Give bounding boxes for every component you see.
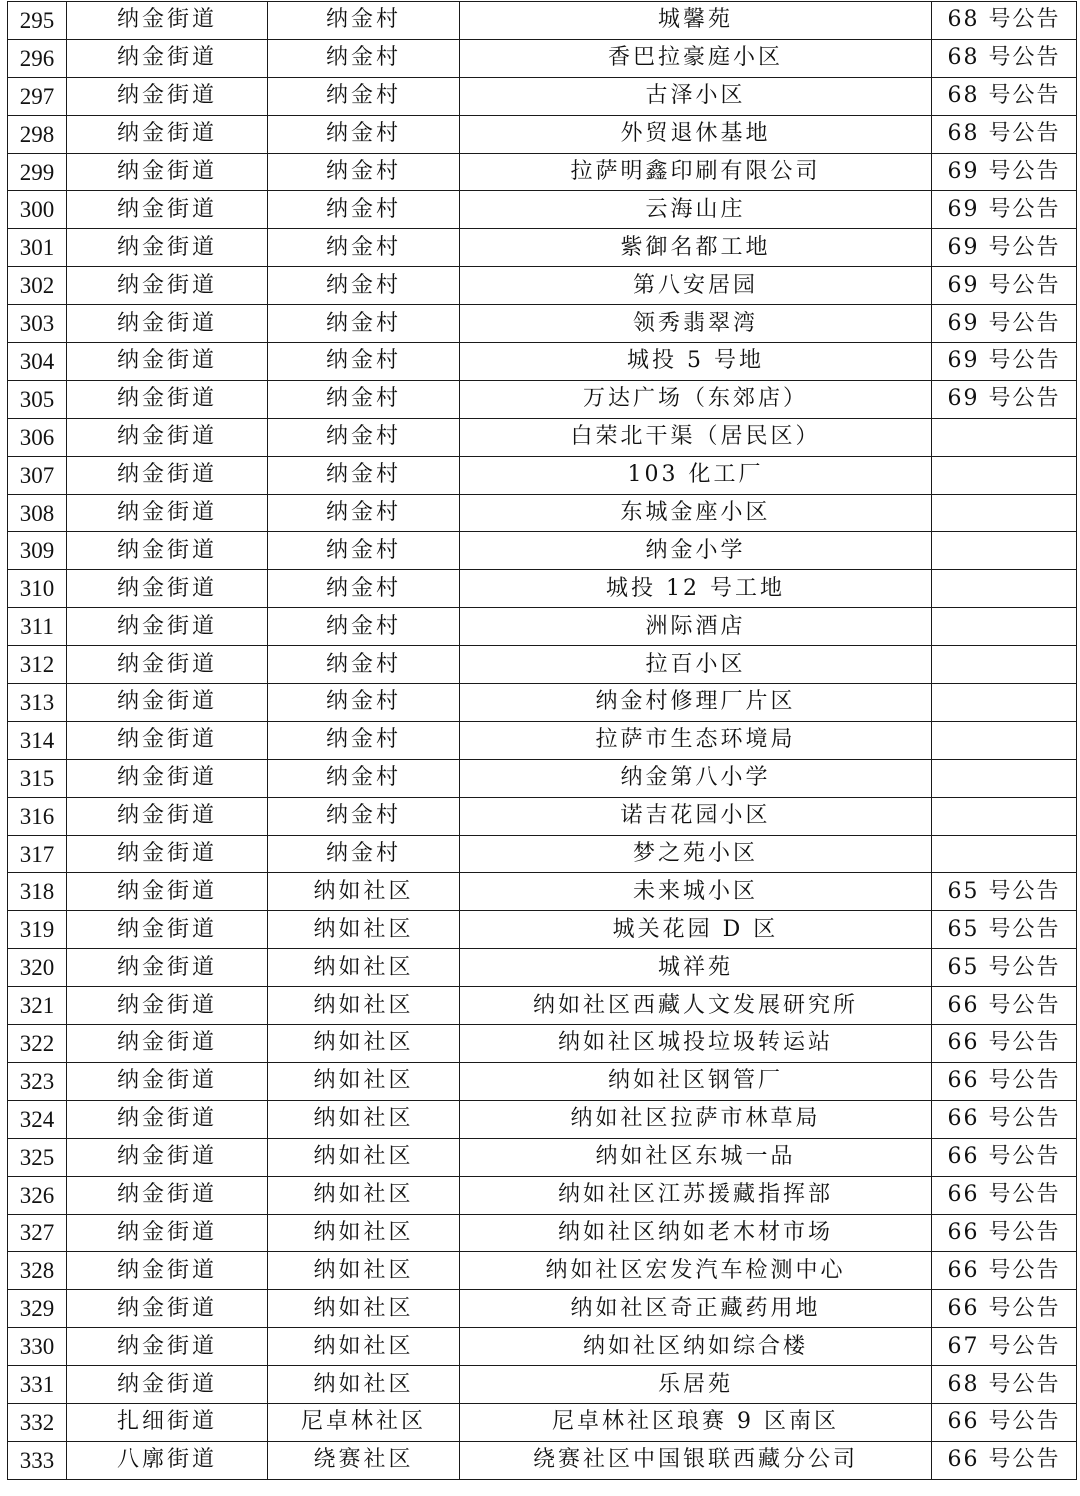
table-row: [8, 1025, 1077, 1063]
row-number-cell: 316: [8, 797, 67, 835]
place-name-cell: 城投 5 号地: [460, 343, 932, 381]
place-name-cell: 纳如社区西藏人文发展研究所: [460, 987, 932, 1025]
street-cell: 纳金街道: [67, 646, 268, 684]
notice-cell: 66 号公告: [932, 1403, 1077, 1441]
street-cell: 纳金街道: [67, 153, 268, 191]
place-name-cell: 白荣北干渠（居民区）: [460, 418, 932, 456]
row-number-cell: 333: [8, 1441, 67, 1479]
row-number-cell: 312: [8, 646, 67, 684]
street-cell: 纳金街道: [67, 1062, 268, 1100]
place-name-cell: 纳如社区城投垃圾转运站: [460, 1025, 932, 1063]
table-row: [8, 305, 1077, 343]
street-cell: 纳金街道: [67, 229, 268, 267]
community-cell: 纳金村: [268, 418, 460, 456]
table-row: [8, 77, 1077, 115]
row-number-cell: 295: [8, 2, 67, 40]
community-cell: 纳如社区: [268, 1328, 460, 1366]
street-cell: 纳金街道: [67, 39, 268, 77]
row-number-cell: 311: [8, 608, 67, 646]
table-row: [8, 1252, 1077, 1290]
street-cell: 纳金街道: [67, 1290, 268, 1328]
place-name-cell: 未来城小区: [460, 873, 932, 911]
street-cell: 纳金街道: [67, 456, 268, 494]
place-name-cell: 东城金座小区: [460, 494, 932, 532]
table-row: [8, 570, 1077, 608]
community-cell: 纳金村: [268, 684, 460, 722]
row-number-cell: 323: [8, 1062, 67, 1100]
place-name-cell: 纳如社区江苏援藏指挥部: [460, 1176, 932, 1214]
place-name-cell: 绕赛社区中国银联西藏分公司: [460, 1441, 932, 1479]
notice-cell: 66 号公告: [932, 987, 1077, 1025]
community-cell: 纳金村: [268, 153, 460, 191]
street-cell: 纳金街道: [67, 1025, 268, 1063]
row-number-cell: 303: [8, 305, 67, 343]
place-name-cell: 纳如社区钢管厂: [460, 1062, 932, 1100]
row-number-cell: 331: [8, 1366, 67, 1404]
table-row: [8, 1138, 1077, 1176]
table-row: [8, 1290, 1077, 1328]
row-number-cell: 326: [8, 1176, 67, 1214]
table-row: [8, 797, 1077, 835]
table-row: [8, 987, 1077, 1025]
street-cell: 纳金街道: [67, 759, 268, 797]
community-cell: 纳金村: [268, 797, 460, 835]
notice-cell: [932, 570, 1077, 608]
row-number-cell: 327: [8, 1214, 67, 1252]
table-row: [8, 1176, 1077, 1214]
community-cell: 纳金村: [268, 115, 460, 153]
row-number-cell: 305: [8, 380, 67, 418]
row-number-cell: 302: [8, 267, 67, 305]
table-row: [8, 153, 1077, 191]
row-number-cell: 298: [8, 115, 67, 153]
document-page: [7, 1, 1076, 1480]
notice-cell: [932, 797, 1077, 835]
notice-cell: 66 号公告: [932, 1290, 1077, 1328]
notice-cell: 65 号公告: [932, 949, 1077, 987]
row-number-cell: 318: [8, 873, 67, 911]
table-row: [8, 456, 1077, 494]
row-number-cell: 322: [8, 1025, 67, 1063]
row-number-cell: 300: [8, 191, 67, 229]
street-cell: 纳金街道: [67, 532, 268, 570]
notice-cell: 66 号公告: [932, 1025, 1077, 1063]
place-name-cell: 纳如社区纳如老木材市场: [460, 1214, 932, 1252]
community-cell: 纳金村: [268, 532, 460, 570]
row-number-cell: 307: [8, 456, 67, 494]
row-number-cell: 308: [8, 494, 67, 532]
community-cell: 纳如社区: [268, 911, 460, 949]
community-cell: 纳金村: [268, 191, 460, 229]
street-cell: 纳金街道: [67, 77, 268, 115]
table-row: [8, 494, 1077, 532]
street-cell: 八廓街道: [67, 1441, 268, 1479]
row-number-cell: 296: [8, 39, 67, 77]
place-name-cell: 云海山庄: [460, 191, 932, 229]
row-number-cell: 315: [8, 759, 67, 797]
row-number-cell: 332: [8, 1403, 67, 1441]
table-row: [8, 115, 1077, 153]
place-name-cell: 香巴拉豪庭小区: [460, 39, 932, 77]
notice-cell: 69 号公告: [932, 191, 1077, 229]
community-cell: 纳如社区: [268, 987, 460, 1025]
place-name-cell: 城馨苑: [460, 2, 932, 40]
community-cell: 纳如社区: [268, 1176, 460, 1214]
community-cell: 纳金村: [268, 2, 460, 40]
place-name-cell: 梦之苑小区: [460, 835, 932, 873]
table-row: [8, 267, 1077, 305]
street-cell: 纳金街道: [67, 721, 268, 759]
table-row: [8, 343, 1077, 381]
notice-cell: 69 号公告: [932, 380, 1077, 418]
place-name-cell: 拉萨明鑫印刷有限公司: [460, 153, 932, 191]
place-name-cell: 103 化工厂: [460, 456, 932, 494]
street-cell: 纳金街道: [67, 115, 268, 153]
notice-cell: [932, 418, 1077, 456]
notice-cell: 68 号公告: [932, 115, 1077, 153]
row-number-cell: 304: [8, 343, 67, 381]
community-cell: 纳金村: [268, 343, 460, 381]
row-number-cell: 310: [8, 570, 67, 608]
community-cell: 纳如社区: [268, 1252, 460, 1290]
row-number-cell: 301: [8, 229, 67, 267]
street-cell: 纳金街道: [67, 1214, 268, 1252]
community-cell: 纳金村: [268, 835, 460, 873]
street-cell: 扎细街道: [67, 1403, 268, 1441]
table-row: [8, 1062, 1077, 1100]
row-number-cell: 299: [8, 153, 67, 191]
table-row: [8, 721, 1077, 759]
notice-cell: 69 号公告: [932, 229, 1077, 267]
notice-cell: [932, 646, 1077, 684]
place-name-cell: 纳金村修理厂片区: [460, 684, 932, 722]
community-cell: 绕赛社区: [268, 1441, 460, 1479]
row-number-cell: 297: [8, 77, 67, 115]
place-name-cell: 拉百小区: [460, 646, 932, 684]
place-name-cell: 外贸退休基地: [460, 115, 932, 153]
street-cell: 纳金街道: [67, 987, 268, 1025]
notice-cell: [932, 684, 1077, 722]
community-cell: 纳如社区: [268, 1062, 460, 1100]
table-row: [8, 608, 1077, 646]
notice-cell: 65 号公告: [932, 911, 1077, 949]
table-row: [8, 1100, 1077, 1138]
community-cell: 纳金村: [268, 456, 460, 494]
street-cell: 纳金街道: [67, 949, 268, 987]
notice-cell: 69 号公告: [932, 153, 1077, 191]
place-name-cell: 城关花园 D 区: [460, 911, 932, 949]
table-row: [8, 911, 1077, 949]
notice-cell: [932, 456, 1077, 494]
table-row: [8, 1403, 1077, 1441]
notice-cell: 67 号公告: [932, 1328, 1077, 1366]
row-number-cell: 314: [8, 721, 67, 759]
area-list-table: [7, 1, 1077, 1480]
community-cell: 纳金村: [268, 646, 460, 684]
street-cell: 纳金街道: [67, 1176, 268, 1214]
place-name-cell: 拉萨市生态环境局: [460, 721, 932, 759]
notice-cell: 68 号公告: [932, 77, 1077, 115]
row-number-cell: 320: [8, 949, 67, 987]
place-name-cell: 诺吉花园小区: [460, 797, 932, 835]
place-name-cell: 尼卓林社区琅赛 9 区南区: [460, 1403, 932, 1441]
table-row: [8, 1441, 1077, 1479]
place-name-cell: 第八安居园: [460, 267, 932, 305]
community-cell: 纳如社区: [268, 1138, 460, 1176]
notice-cell: 69 号公告: [932, 305, 1077, 343]
notice-cell: 66 号公告: [932, 1441, 1077, 1479]
community-cell: 纳如社区: [268, 1214, 460, 1252]
place-name-cell: 纳如社区拉萨市林草局: [460, 1100, 932, 1138]
community-cell: 纳如社区: [268, 1366, 460, 1404]
place-name-cell: 纳金第八小学: [460, 759, 932, 797]
street-cell: 纳金街道: [67, 1138, 268, 1176]
table-row: [8, 684, 1077, 722]
place-name-cell: 乐居苑: [460, 1366, 932, 1404]
community-cell: 纳金村: [268, 229, 460, 267]
place-name-cell: 纳如社区纳如综合楼: [460, 1328, 932, 1366]
street-cell: 纳金街道: [67, 1252, 268, 1290]
community-cell: 纳如社区: [268, 949, 460, 987]
community-cell: 纳金村: [268, 608, 460, 646]
notice-cell: 66 号公告: [932, 1214, 1077, 1252]
notice-cell: 66 号公告: [932, 1252, 1077, 1290]
street-cell: 纳金街道: [67, 418, 268, 456]
street-cell: 纳金街道: [67, 1366, 268, 1404]
street-cell: 纳金街道: [67, 305, 268, 343]
street-cell: 纳金街道: [67, 570, 268, 608]
street-cell: 纳金街道: [67, 684, 268, 722]
street-cell: 纳金街道: [67, 494, 268, 532]
street-cell: 纳金街道: [67, 873, 268, 911]
place-name-cell: 纳如社区东城一品: [460, 1138, 932, 1176]
notice-cell: [932, 721, 1077, 759]
table-row: [8, 1328, 1077, 1366]
row-number-cell: 325: [8, 1138, 67, 1176]
notice-cell: 69 号公告: [932, 267, 1077, 305]
notice-cell: 66 号公告: [932, 1176, 1077, 1214]
place-name-cell: 古泽小区: [460, 77, 932, 115]
table-row: [8, 2, 1077, 40]
place-name-cell: 领秀翡翠湾: [460, 305, 932, 343]
row-number-cell: 329: [8, 1290, 67, 1328]
table-row: [8, 646, 1077, 684]
community-cell: 纳如社区: [268, 873, 460, 911]
street-cell: 纳金街道: [67, 1328, 268, 1366]
row-number-cell: 321: [8, 987, 67, 1025]
notice-cell: [932, 608, 1077, 646]
place-name-cell: 紫御名都工地: [460, 229, 932, 267]
community-cell: 纳金村: [268, 759, 460, 797]
street-cell: 纳金街道: [67, 911, 268, 949]
community-cell: 尼卓林社区: [268, 1403, 460, 1441]
place-name-cell: 纳如社区奇正藏药用地: [460, 1290, 932, 1328]
notice-cell: 68 号公告: [932, 39, 1077, 77]
row-number-cell: 319: [8, 911, 67, 949]
row-number-cell: 306: [8, 418, 67, 456]
street-cell: 纳金街道: [67, 267, 268, 305]
notice-cell: 66 号公告: [932, 1062, 1077, 1100]
table-row: [8, 759, 1077, 797]
notice-cell: [932, 835, 1077, 873]
table-row: [8, 380, 1077, 418]
row-number-cell: 330: [8, 1328, 67, 1366]
row-number-cell: 317: [8, 835, 67, 873]
table-row: [8, 229, 1077, 267]
community-cell: 纳如社区: [268, 1100, 460, 1138]
community-cell: 纳金村: [268, 39, 460, 77]
notice-cell: [932, 759, 1077, 797]
community-cell: 纳如社区: [268, 1025, 460, 1063]
row-number-cell: 313: [8, 684, 67, 722]
community-cell: 纳金村: [268, 380, 460, 418]
notice-cell: [932, 532, 1077, 570]
street-cell: 纳金街道: [67, 343, 268, 381]
notice-cell: 68 号公告: [932, 2, 1077, 40]
community-cell: 纳金村: [268, 570, 460, 608]
row-number-cell: 328: [8, 1252, 67, 1290]
community-cell: 纳如社区: [268, 1290, 460, 1328]
row-number-cell: 309: [8, 532, 67, 570]
notice-cell: 68 号公告: [932, 1366, 1077, 1404]
notice-cell: 66 号公告: [932, 1100, 1077, 1138]
place-name-cell: 纳如社区宏发汽车检测中心: [460, 1252, 932, 1290]
table-body: [8, 2, 1077, 1480]
place-name-cell: 城祥苑: [460, 949, 932, 987]
street-cell: 纳金街道: [67, 380, 268, 418]
notice-cell: 69 号公告: [932, 343, 1077, 381]
table-row: [8, 1366, 1077, 1404]
table-row: [8, 418, 1077, 456]
community-cell: 纳金村: [268, 494, 460, 532]
street-cell: 纳金街道: [67, 797, 268, 835]
table-row: [8, 532, 1077, 570]
notice-cell: [932, 494, 1077, 532]
community-cell: 纳金村: [268, 721, 460, 759]
street-cell: 纳金街道: [67, 1100, 268, 1138]
place-name-cell: 洲际酒店: [460, 608, 932, 646]
place-name-cell: 纳金小学: [460, 532, 932, 570]
street-cell: 纳金街道: [67, 835, 268, 873]
street-cell: 纳金街道: [67, 191, 268, 229]
table-row: [8, 949, 1077, 987]
community-cell: 纳金村: [268, 77, 460, 115]
table-row: [8, 191, 1077, 229]
table-row: [8, 873, 1077, 911]
place-name-cell: 万达广场（东郊店）: [460, 380, 932, 418]
community-cell: 纳金村: [268, 305, 460, 343]
street-cell: 纳金街道: [67, 2, 268, 40]
notice-cell: 65 号公告: [932, 873, 1077, 911]
place-name-cell: 城投 12 号工地: [460, 570, 932, 608]
row-number-cell: 324: [8, 1100, 67, 1138]
street-cell: 纳金街道: [67, 608, 268, 646]
table-row: [8, 39, 1077, 77]
community-cell: 纳金村: [268, 267, 460, 305]
notice-cell: 66 号公告: [932, 1138, 1077, 1176]
table-row: [8, 835, 1077, 873]
table-row: [8, 1214, 1077, 1252]
